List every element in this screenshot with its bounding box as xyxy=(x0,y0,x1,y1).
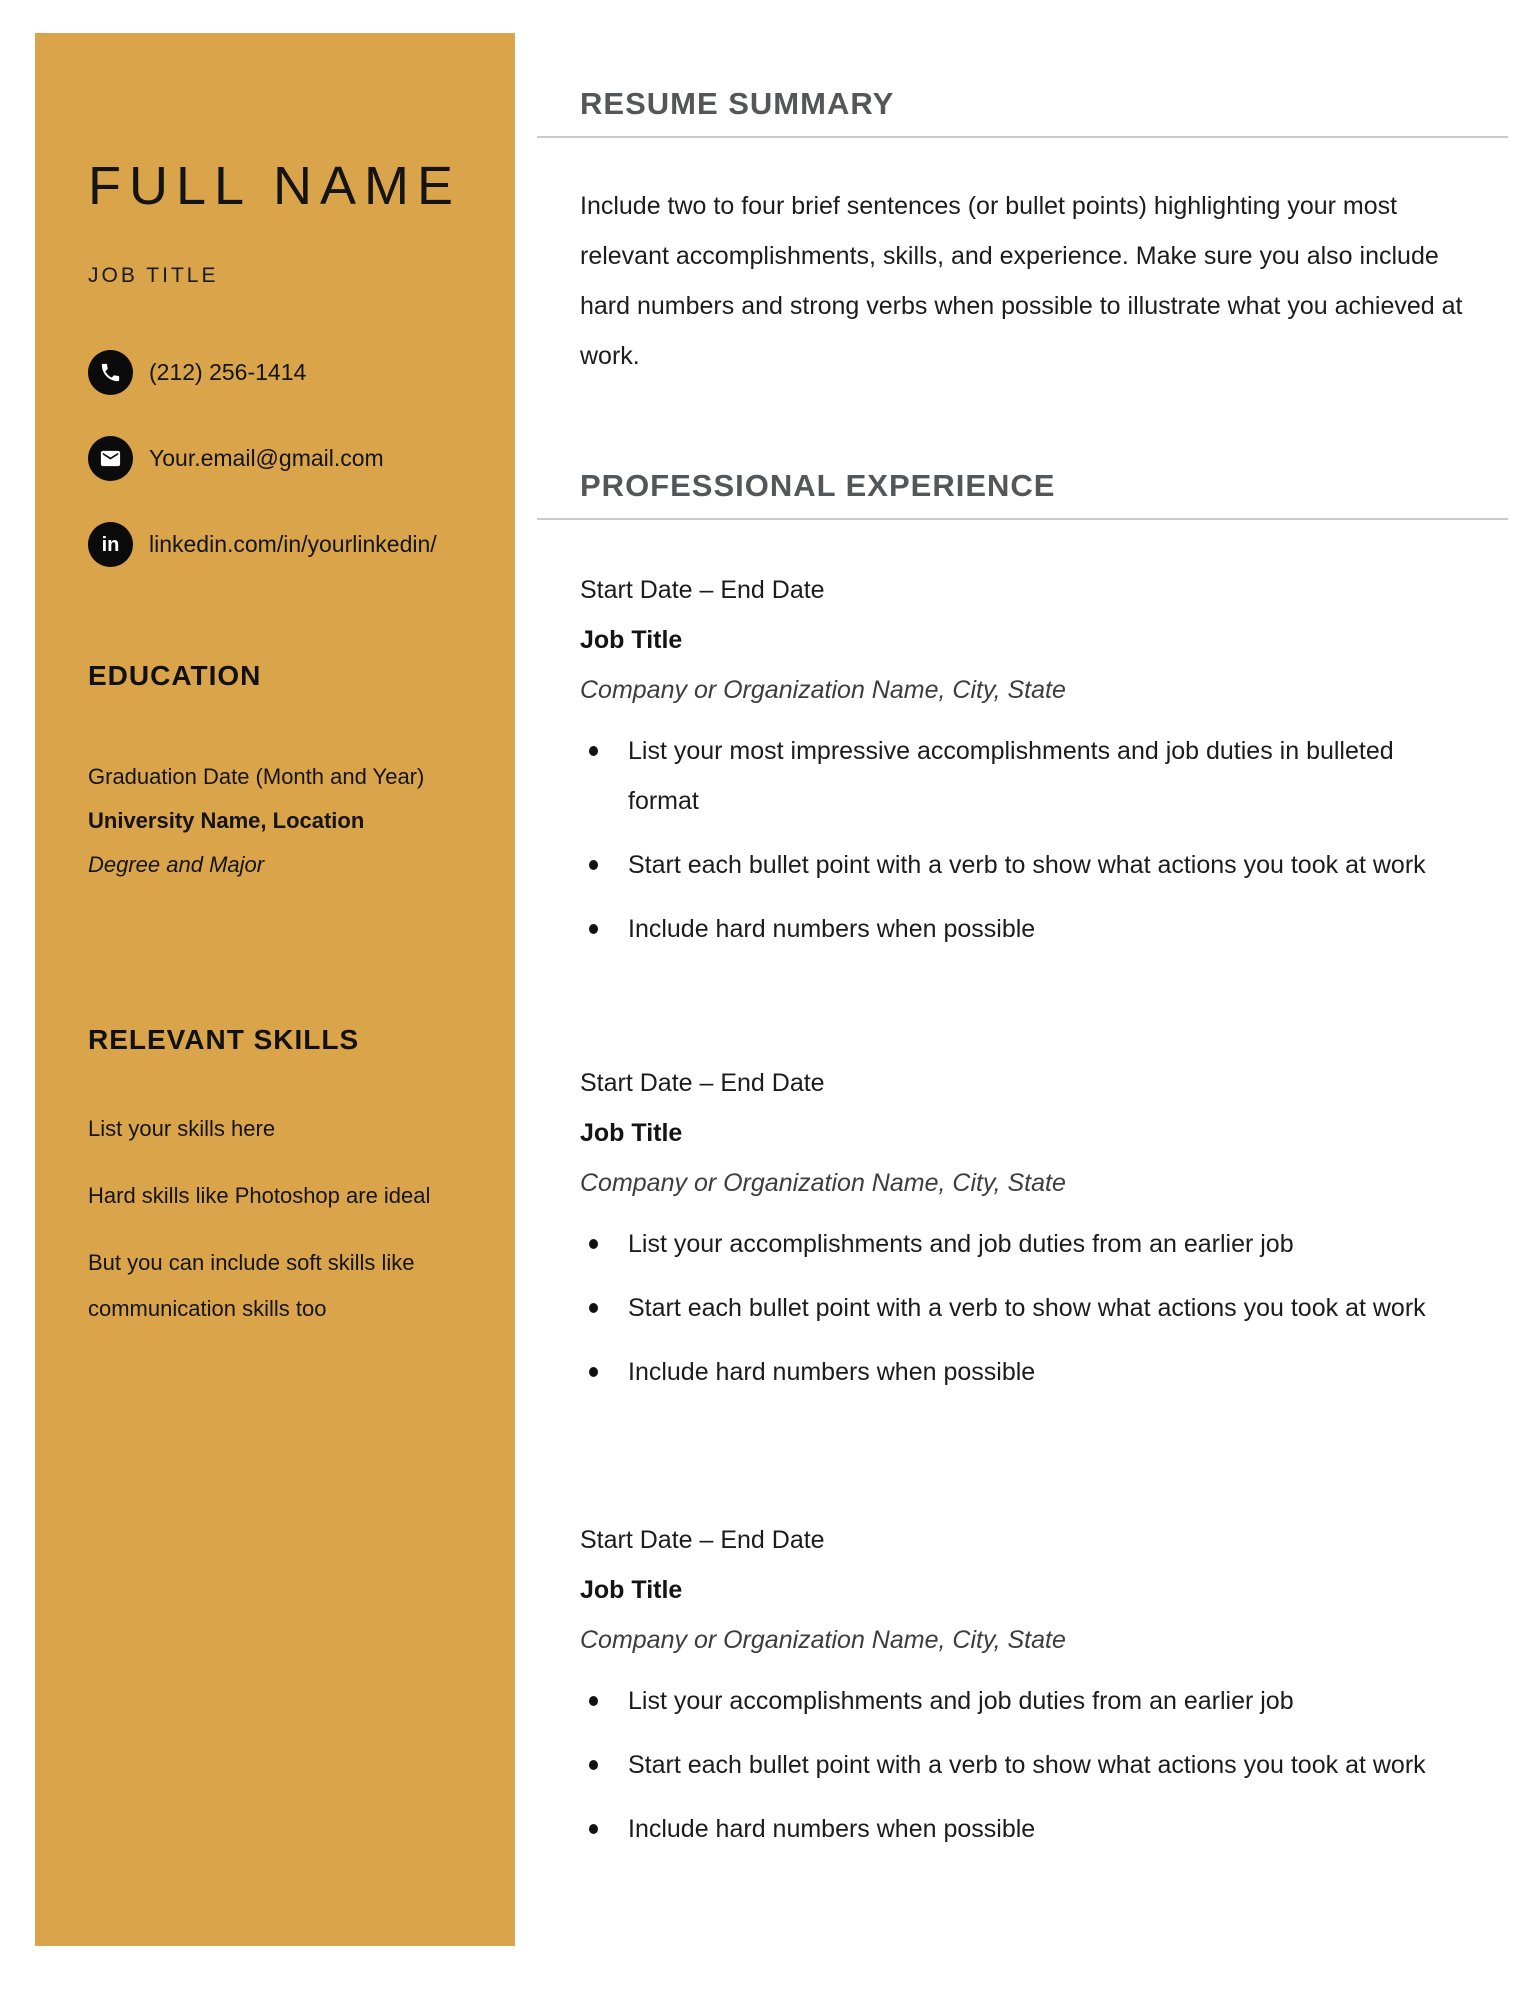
skill-item: Hard skills like Photoshop are ideal xyxy=(88,1183,431,1208)
main-column xyxy=(537,0,1508,1868)
job-bullet-list xyxy=(580,1676,1508,1854)
job-bullet: Include hard numbers when possible xyxy=(580,1804,1440,1854)
job-bullet: List your accomplishments and job duties from an earlier job xyxy=(580,1219,1440,1269)
contact-row-email xyxy=(88,436,495,481)
job-title-line: Job Title xyxy=(580,1119,683,1147)
job-bullet: Start each bullet point with a verb to show what actions you took at work xyxy=(580,1283,1440,1333)
job-title-line: Job Title xyxy=(580,626,683,654)
skill-item: List your skills here xyxy=(88,1116,276,1141)
full-name: FULL NAME xyxy=(88,156,462,216)
section-divider xyxy=(537,136,1508,138)
job-block xyxy=(580,1058,1508,1397)
section-divider xyxy=(537,518,1508,520)
education-heading: EDUCATION xyxy=(88,660,262,691)
job-block xyxy=(580,1515,1508,1854)
job-title-line: Job Title xyxy=(580,1576,683,1604)
degree-major: Degree and Major xyxy=(88,852,265,877)
job-company-line: Company or Organization Name, City, State xyxy=(580,1626,1066,1654)
email-icon xyxy=(88,436,133,481)
university-name: University Name, Location xyxy=(88,808,365,833)
linkedin-url: linkedin.com/in/yourlinkedin/ xyxy=(149,531,437,557)
job-bullet: Include hard numbers when possible xyxy=(580,1347,1440,1397)
resume-summary-heading: RESUME SUMMARY xyxy=(580,86,895,121)
job-dates: Start Date – End Date xyxy=(580,1526,825,1554)
job-bullet: List your accomplishments and job duties from an earlier job xyxy=(580,1676,1440,1726)
job-bullet: Start each bullet point with a verb to show what actions you took at work xyxy=(580,840,1440,890)
phone-icon xyxy=(88,350,133,395)
skill-item: But you can include soft skills like communication skills too xyxy=(88,1250,415,1321)
sidebar xyxy=(35,33,515,1946)
job-bullet: Start each bullet point with a verb to show what actions you took at work xyxy=(580,1740,1440,1790)
job-bullet: List your most impressive accomplishments and job duties in bulleted format xyxy=(580,726,1440,826)
job-dates: Start Date – End Date xyxy=(580,576,825,604)
skills-block xyxy=(88,1106,495,1332)
job-block xyxy=(580,565,1508,954)
job-title: JOB TITLE xyxy=(88,264,219,287)
resume-summary-text: Include two to four brief sentences (or bullet points) highlighting your most relevant accomplishments, skills, and experience. Make sure you also include hard numbers and strong verbs when possible to illustrate what you achieved at work. xyxy=(580,192,1463,370)
job-company-line: Company or Organization Name, City, State xyxy=(580,676,1066,704)
contact-row-linkedin xyxy=(88,522,495,567)
contact-list xyxy=(88,350,495,567)
contact-row-phone xyxy=(88,350,495,395)
education-block xyxy=(88,755,495,887)
graduation-date: Graduation Date (Month and Year) xyxy=(88,764,425,789)
job-company-line: Company or Organization Name, City, State xyxy=(580,1169,1066,1197)
job-bullet-list xyxy=(580,726,1508,954)
email-address: Your.email@gmail.com xyxy=(149,445,384,471)
phone-number: (212) 256-1414 xyxy=(149,359,307,385)
professional-experience-heading: PROFESSIONAL EXPERIENCE xyxy=(580,468,1056,503)
skills-heading: RELEVANT SKILLS xyxy=(88,1024,360,1055)
job-bullet: Include hard numbers when possible xyxy=(580,904,1440,954)
job-bullet-list xyxy=(580,1219,1508,1397)
job-dates: Start Date – End Date xyxy=(580,1069,825,1097)
linkedin-icon: in xyxy=(88,522,133,567)
